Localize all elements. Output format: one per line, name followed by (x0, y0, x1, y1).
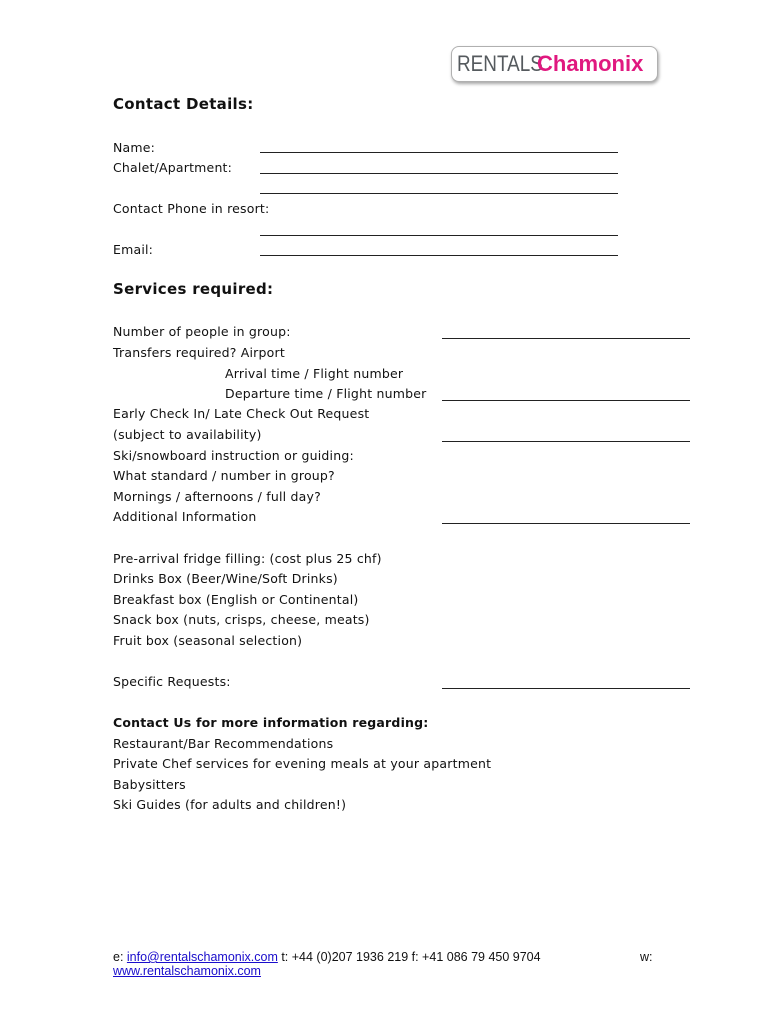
services-line: Ski/snowboard instruction or guiding: (113, 448, 354, 463)
chalet-field[interactable] (260, 173, 618, 174)
services-line: Number of people in group: (113, 324, 291, 339)
additional-info-field[interactable] (442, 523, 690, 524)
footer-email-prefix: e: (113, 950, 127, 964)
footer-phones: t: +44 (0)207 1936 219 f: +41 086 79 450 9704 (277, 950, 541, 964)
logo-rentals-text: RENTALS (457, 51, 543, 76)
fridge-line: Pre-arrival fridge filling: (cost plus 25 chf) (113, 551, 382, 566)
specific-requests-label: Specific Requests: (113, 674, 231, 689)
footer-website-link[interactable]: www.rentalschamonix.com (113, 964, 261, 978)
name-field[interactable] (260, 152, 618, 153)
services-heading: Services required: (113, 280, 274, 298)
services-line: Additional Information (113, 509, 257, 524)
contact-us-item: Private Chef services for evening meals at your apartment (113, 756, 492, 771)
services-line: Mornings / afternoons / full day? (113, 489, 321, 504)
fridge-line: Fruit box (seasonal selection) (113, 633, 303, 648)
footer-email-link[interactable]: info@rentalschamonix.com (126, 950, 278, 964)
contact-us-item: Restaurant/Bar Recommendations (113, 736, 334, 751)
contact-details-heading: Contact Details: (113, 95, 254, 113)
phone-label: Contact Phone in resort: (113, 201, 270, 216)
group-size-field[interactable] (442, 338, 690, 339)
chalet-label: Chalet/Apartment: (113, 160, 233, 175)
footer-website-line (113, 964, 261, 978)
footer-contact-line (113, 950, 541, 964)
contact-us-heading: Contact Us for more information regarding: (113, 715, 429, 730)
email-field[interactable] (260, 255, 618, 256)
fridge-line: Drinks Box (Beer/Wine/Soft Drinks) (113, 571, 338, 586)
fridge-line: Snack box (nuts, crisps, cheese, meats) (113, 612, 370, 627)
contact-us-item: Ski Guides (for adults and children!) (113, 797, 347, 812)
footer-web-prefix: w: (640, 950, 653, 964)
name-label: Name: (113, 140, 156, 155)
services-line: Transfers required? Airport (113, 345, 285, 360)
contact-us-item: Babysitters (113, 777, 186, 792)
specific-requests-field[interactable] (442, 688, 690, 689)
services-line: What standard / number in group? (113, 468, 335, 483)
fridge-line: Breakfast box (English or Continental) (113, 592, 359, 607)
services-line: Early Check In/ Late Check Out Request (113, 406, 370, 421)
phone-field[interactable] (260, 235, 618, 236)
checkin-field[interactable] (442, 441, 690, 442)
email-label: Email: (113, 242, 154, 257)
services-line: Departure time / Flight number (225, 386, 427, 401)
services-line: Arrival time / Flight number (225, 366, 404, 381)
company-logo (451, 46, 658, 82)
services-line: (subject to availability) (113, 427, 262, 442)
flight-field[interactable] (442, 400, 690, 401)
chalet-field-line-2[interactable] (260, 193, 618, 194)
logo-brand-text: Chamonix (537, 51, 644, 76)
